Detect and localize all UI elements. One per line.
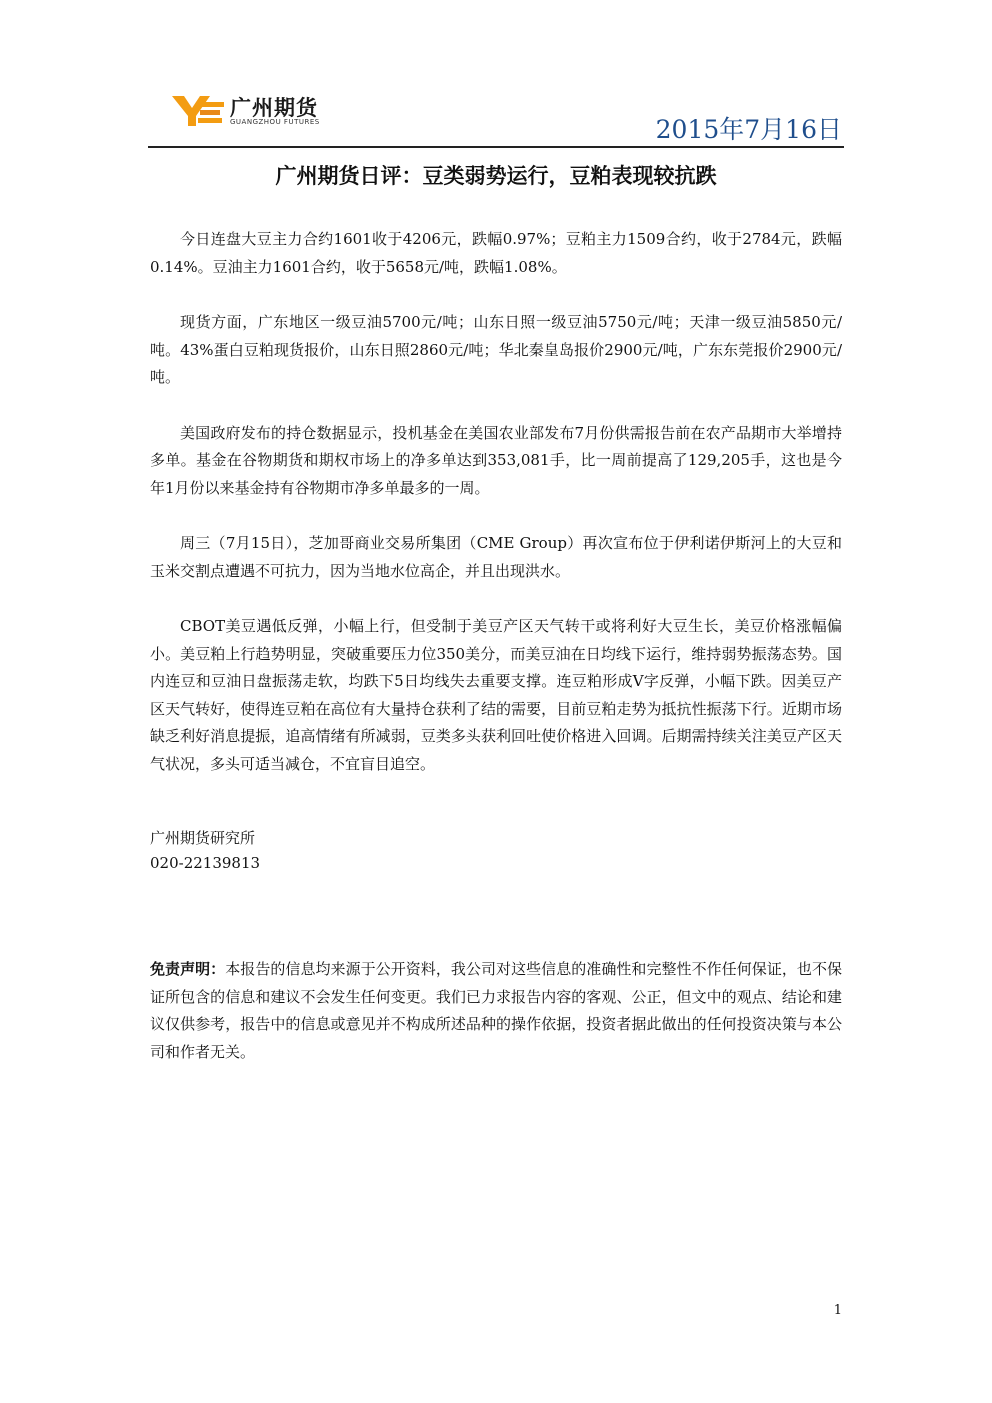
signature	[150, 826, 260, 876]
logo-mark-icon	[170, 90, 228, 130]
disclaimer-text: 本报告的信息均来源于公开资料，我公司对这些信息的准确性和完整性不作任何保证，也不保证所包含的信息和建议不会发生任何变更。我们已力求报告内容的客观、公正，但文中的观点、结论和建议仅供参考，报告中的信息或意见并不构成所述品种的操作依据，投资者据此做出的任何投资决策与本公司和作者无关。	[150, 960, 842, 1061]
company-logo	[170, 90, 360, 130]
disclaimer-label: 免责声明：	[150, 960, 226, 978]
paragraph-positions: 美国政府发布的持仓数据显示，投机基金在美国农业部发布7月份供需报告前在农产品期市大举增持多单。基金在谷物期货和期权市场上的净多单达到353,081手，比一周前提高了129,205手，这也是今年1月份以来基金持有谷物期市净多单最多的一周。	[150, 423, 842, 497]
logo-text-cn: 广州期货	[230, 96, 318, 120]
signature-org: 广州期货研究所	[150, 829, 256, 847]
disclaimer	[150, 956, 842, 1066]
signature-phone: 020-22139813	[150, 854, 261, 872]
paragraph-cme: 周三（7月15日），芝加哥商业交易所集团（CME Group）再次宣布位于伊利诺伊斯河上的大豆和玉米交割点遭遇不可抗力，因为当地水位高企，并且出现洪水。	[150, 534, 842, 580]
logo-text-en: GUANGZHOU FUTURES	[230, 118, 320, 126]
report-date: 2015年7月16日	[655, 115, 842, 144]
paragraph-spot: 现货方面，广东地区一级豆油5700元/吨；山东日照一级豆油5750元/吨；天津一级豆油5850元/吨。43%蛋白豆粕现货报价，山东日照2860元/吨；华北秦皇岛报价2900元/吨，广东东莞报价2900元/吨。	[150, 313, 842, 386]
report-body	[150, 226, 842, 806]
paragraph-analysis: CBOT美豆遇低反弹，小幅上行，但受制于美豆产区天气转干或将利好大豆生长，美豆价格涨幅偏小。美豆粕上行趋势明显，突破重要压力位350美分，而美豆油在日均线下运行，维持弱势振荡态势。国内连豆和豆油日盘振荡走软，均跌下5日均线失去重要支撑。连豆粕形成V字反弹，小幅下跌。因美豆产区天气转好，使得连豆粕在高位有大量持仓获利了结的需要，目前豆粕走势为抵抗性振荡下行。近期市场缺乏利好消息提振，追高情绪有所减弱，豆类多头获利回吐使价格进入回调。后期需持续关注美豆产区天气状况，多头可适当减仓，不宜盲目追空。	[150, 617, 842, 773]
page-number: 1	[833, 1303, 842, 1318]
paragraph-futures: 今日连盘大豆主力合约1601收于4206元，跌幅0.97%；豆粕主力1509合约，收于2784元，跌幅0.14%。豆油主力1601合约，收于5658元/吨，跌幅1.08%。	[150, 230, 842, 276]
report-title: 广州期货日评：豆类弱势运行，豆粕表现较抗跌	[275, 164, 717, 188]
header-divider	[148, 146, 844, 148]
